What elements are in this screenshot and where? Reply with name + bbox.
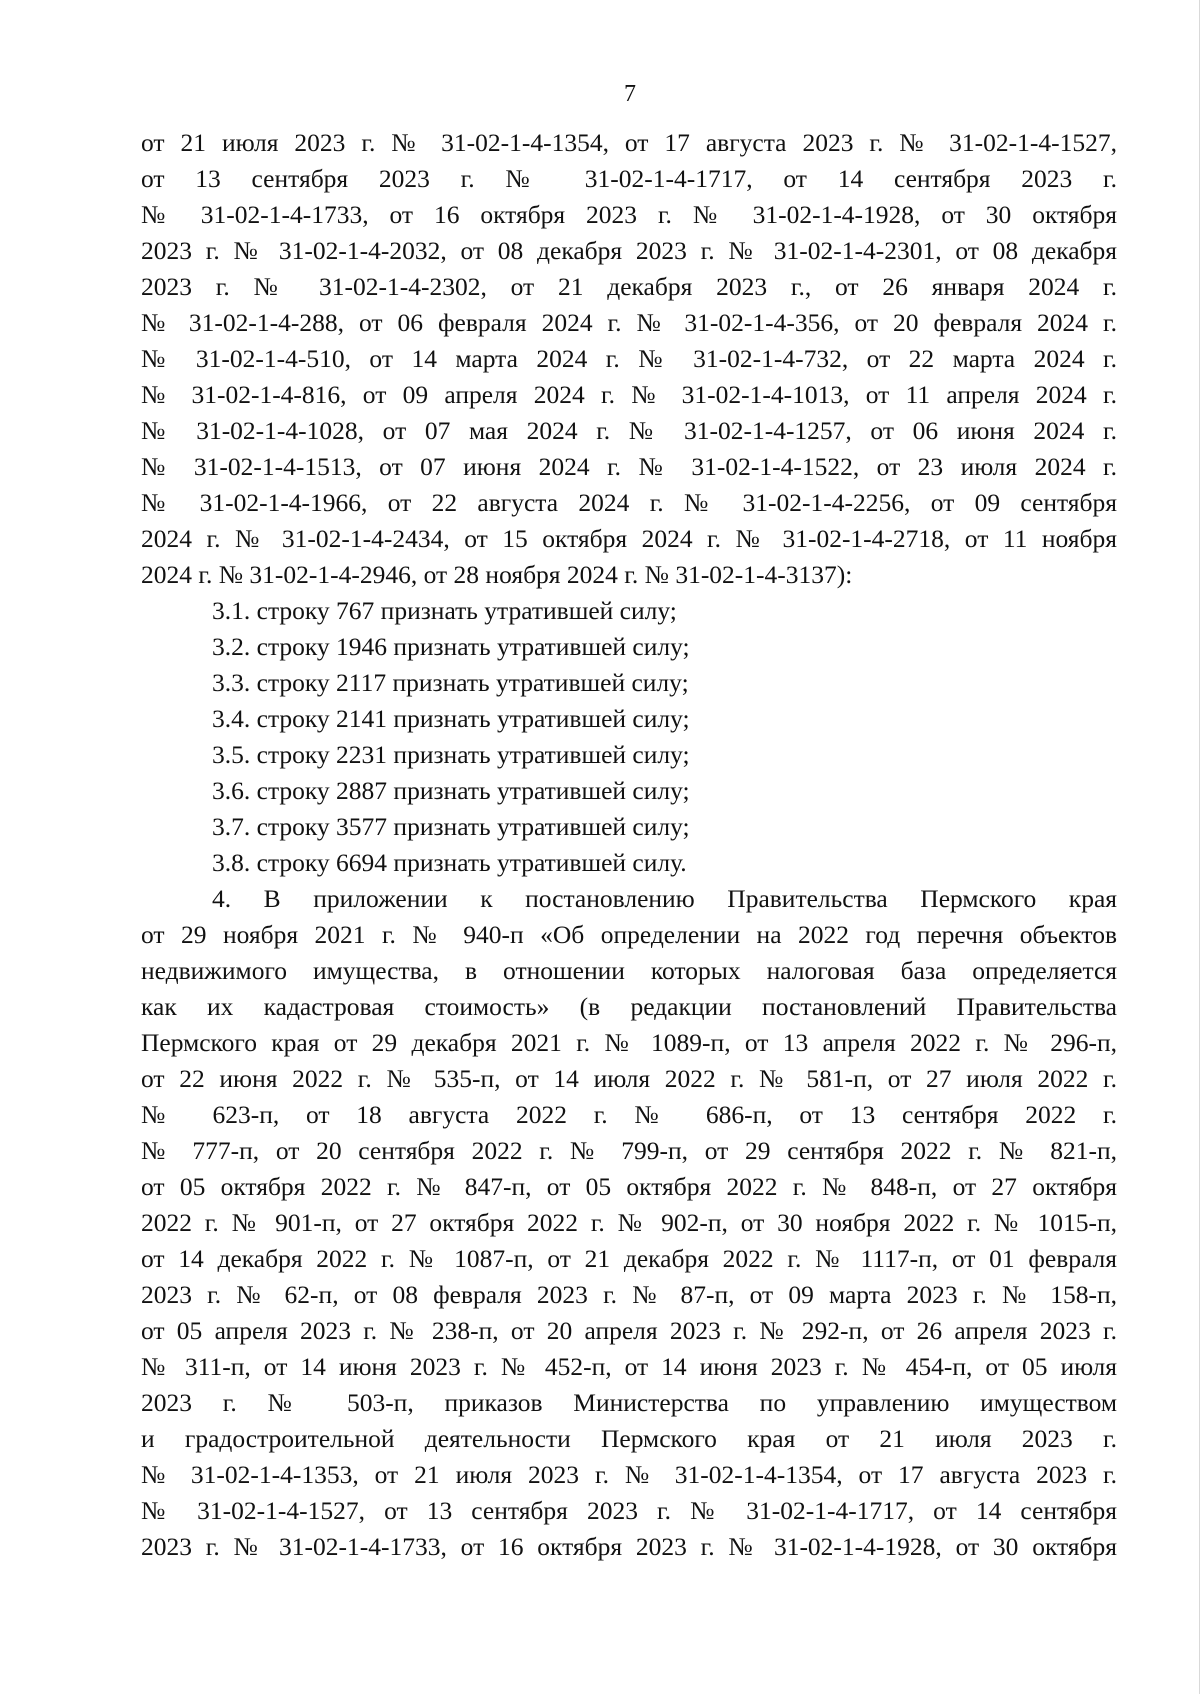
- list-item: 3.3. строку 2117 признать утратившей силу;: [212, 668, 689, 697]
- text-line: 2023 г. № 31-02-1-4-1733, от 16 октября 2023 г. № 31-02-1-4-1928, от 30 октября: [141, 1532, 1117, 1561]
- list-item: 3.8. строку 6694 признать утратившей силу.: [212, 848, 687, 877]
- list-item: 3.6. строку 2887 признать утратившей силу;: [212, 776, 690, 805]
- text-line: 2024 г. № 31-02-1-4-2434, от 15 октября 2024 г. № 31-02-1-4-2718, от 11 ноября: [141, 524, 1117, 553]
- list-item: 3.2. строку 1946 признать утратившей силу;: [212, 632, 690, 661]
- text-line: № 31-02-1-4-816, от 09 апреля 2024 г. № 31-02-1-4-1013, от 11 апреля 2024 г.: [141, 380, 1117, 409]
- text-line: от 21 июля 2023 г. № 31-02-1-4-1354, от 17 августа 2023 г. № 31-02-1-4-1527,: [141, 128, 1117, 157]
- list-item: 3.5. строку 2231 признать утратившей силу;: [212, 740, 690, 769]
- text-line: от 05 октября 2022 г. № 847-п, от 05 октября 2022 г. № 848-п, от 27 октября: [141, 1172, 1117, 1201]
- text-line: 2023 г. № 31-02-1-4-2032, от 08 декабря 2023 г. № 31-02-1-4-2301, от 08 декабря: [141, 236, 1117, 265]
- text-line: и градостроительной деятельности Пермского края от 21 июля 2023 г.: [141, 1424, 1117, 1453]
- text-line: № 311-п, от 14 июня 2023 г. № 452-п, от 14 июня 2023 г. № 454-п, от 05 июля: [141, 1352, 1117, 1381]
- text-line: № 31-02-1-4-288, от 06 февраля 2024 г. № 31-02-1-4-356, от 20 февраля 2024 г.: [141, 308, 1117, 337]
- text-line: 2024 г. № 31-02-1-4-2946, от 28 ноября 2024 г. № 31-02-1-4-3137):: [141, 560, 853, 589]
- text-line: от 29 ноября 2021 г. № 940-п «Об определении на 2022 год перечня объектов: [141, 920, 1117, 949]
- text-line: № 31-02-1-4-1513, от 07 июня 2024 г. № 31-02-1-4-1522, от 23 июля 2024 г.: [141, 452, 1117, 481]
- text-line: № 31-02-1-4-1966, от 22 августа 2024 г. № 31-02-1-4-2256, от 09 сентября: [141, 488, 1117, 517]
- text-line: от 22 июня 2022 г. № 535-п, от 14 июля 2022 г. № 581-п, от 27 июля 2022 г.: [141, 1064, 1117, 1093]
- text-line: № 31-02-1-4-1028, от 07 мая 2024 г. № 31-02-1-4-1257, от 06 июня 2024 г.: [141, 416, 1117, 445]
- text-line: № 31-02-1-4-1527, от 13 сентября 2023 г. № 31-02-1-4-1717, от 14 сентября: [141, 1496, 1117, 1525]
- text-line: 2023 г. № 31-02-1-4-2302, от 21 декабря 2023 г., от 26 января 2024 г.: [141, 272, 1117, 301]
- text-line: недвижимого имущества, в отношении которых налоговая база определяется: [141, 956, 1117, 985]
- list-item: 3.4. строку 2141 признать утратившей силу;: [212, 704, 690, 733]
- text-line: от 05 апреля 2023 г. № 238-п, от 20 апреля 2023 г. № 292-п, от 26 апреля 2023 г.: [141, 1316, 1117, 1345]
- text-line: от 14 декабря 2022 г. № 1087-п, от 21 декабря 2022 г. № 1117-п, от 01 февраля: [141, 1244, 1117, 1273]
- text-line: от 13 сентября 2023 г. № 31-02-1-4-1717, от 14 сентября 2023 г.: [141, 164, 1117, 193]
- text-line: № 623-п, от 18 августа 2022 г. № 686-п, от 13 сентября 2022 г.: [141, 1100, 1117, 1129]
- text-line: № 31-02-1-4-1733, от 16 октября 2023 г. № 31-02-1-4-1928, от 30 октября: [141, 200, 1117, 229]
- text-line: 2022 г. № 901-п, от 27 октября 2022 г. № 902-п, от 30 ноября 2022 г. № 1015-п,: [141, 1208, 1117, 1237]
- text-line: № 31-02-1-4-1353, от 21 июля 2023 г. № 31-02-1-4-1354, от 17 августа 2023 г.: [141, 1460, 1117, 1489]
- text-line: 2023 г. № 62-п, от 08 февраля 2023 г. № 87-п, от 09 марта 2023 г. № 158-п,: [141, 1280, 1117, 1309]
- page-number: 7: [624, 81, 636, 107]
- text-line: Пермского края от 29 декабря 2021 г. № 1089-п, от 13 апреля 2022 г. № 296-п,: [141, 1028, 1117, 1057]
- text-line: № 777-п, от 20 сентября 2022 г. № 799-п, от 29 сентября 2022 г. № 821-п,: [141, 1136, 1117, 1165]
- text-line: № 31-02-1-4-510, от 14 марта 2024 г. № 31-02-1-4-732, от 22 марта 2024 г.: [141, 344, 1117, 373]
- list-item: 3.7. строку 3577 признать утратившей силу;: [212, 812, 690, 841]
- text-line: 2023 г. № 503-п, приказов Министерства по управлению имуществом: [141, 1388, 1117, 1417]
- text-line: как их кадастровая стоимость» (в редакции постановлений Правительства: [141, 992, 1117, 1021]
- text-line: 4. В приложении к постановлению Правительства Пермского края: [212, 884, 1117, 913]
- list-item: 3.1. строку 767 признать утратившей силу;: [212, 596, 677, 625]
